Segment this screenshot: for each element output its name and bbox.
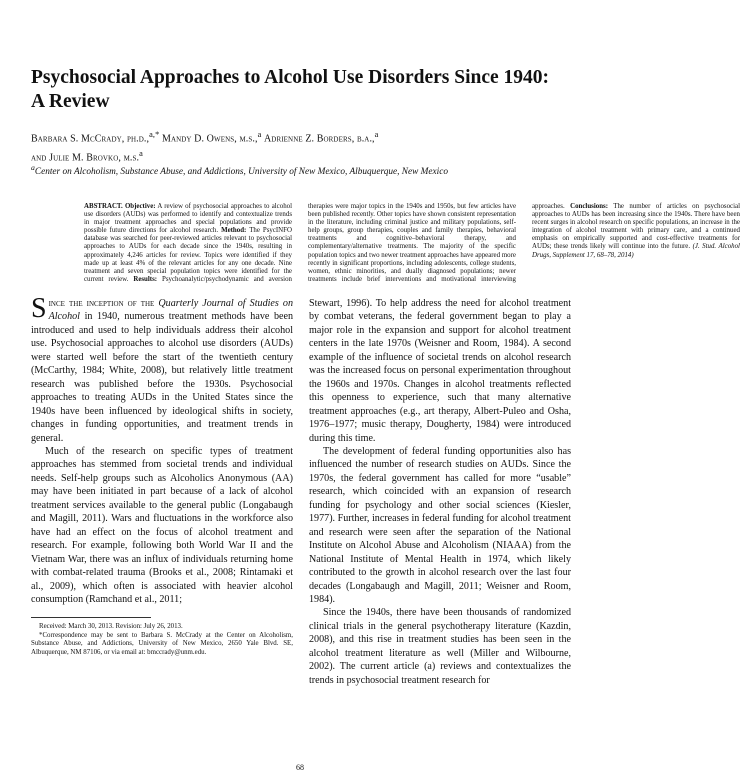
body-paragraph: [31, 293, 293, 445]
footnotes: [31, 623, 293, 658]
author-list: [31, 127, 571, 166]
drop-cap: S: [31, 293, 47, 324]
abstract-objective: A review of psychosocial approaches to alcohol use disorders (AUDs) was performed to identify and contextualize trends in major treatment approaches and special populations and provide possible future directions for alcohol research.: [84, 203, 292, 235]
opening-small-caps: ince the inception of the: [48, 298, 155, 309]
abstract-label-conclusions: Conclusions:: [570, 203, 609, 210]
abstract: [84, 203, 740, 289]
article-title: Psychosocial Approaches to Alcohol Use Disorders Since 1940: A Review: [31, 67, 550, 112]
author-degree: b.a.,: [356, 133, 375, 145]
author-superscript: a: [257, 130, 262, 139]
body-paragraph: The development of federal funding opportunities also has influenced the number of research studies on AUDs. Since the 1970s, the federal government has called for more “usable” research, which coincided with an expansion of research funding for psychology and other social sciences (Kiesler, 1977). Further, increases in federal funding for alcohol treatment and research were seen after the separation of the National Institute on Alcohol Abuse and Alcoholism (NIAAA) from the National Institute of Mental Health in 1974, which likely contributed to the growth in alcohol research over the last four decades (Longabaugh and Magill, 2011; Weisner and Room, 1984).: [309, 445, 571, 605]
abstract-conclusions: The number of articles on psychosocial approaches to AUDs has been increasing since the 1940s. There have been recent surges in alcohol research on specific populations, an increase in the integration of alcohol treatment with primary care, and a continued emphasis on empirically supported and cost-effective treatments for AUDs; these trends likely will continue into the future.: [532, 203, 740, 251]
footnote-correspondence: *Correspondence may be sent to Barbara S. McCrady at the Center on Alcoholism, Substance Abuse, and Addictions, University of New Mexico, 2650 Yale Blvd. SE, Albuquerque, NM 87106, or via email at: bmccrady@unm.edu.: [31, 631, 293, 657]
author-superscript: a: [374, 130, 379, 139]
abstract-results: Psychoanalytic/psychodynamic and aversion therapies were major topics in the 1940s and 1950s, but few articles have been published recently. Other topics have shown consistent representation in the literature, including criminal justice and military populations, self-help groups, group therapies, couples and family therapies, behavioral treatments and cognitive–behavioral therapy, and complementary/alternative treatments. The majority of the specific population topics and two newer treatment approaches have appeared more recently in significant proportions, including adolescents, college students, women, ethnic minorities, and dually diagnosed populations; newer treatments include brief interventions and motivational interviewing approaches.: [161, 203, 565, 283]
abstract-label-method: Method:: [221, 227, 247, 235]
author-degree: m.s.: [123, 152, 140, 164]
author-name: Julie M. Brovko,: [49, 152, 121, 164]
author-superscript: a,*: [149, 130, 160, 139]
body-column-right: [309, 297, 571, 747]
body-column-left: [31, 293, 293, 605]
abstract-method: The PsycINFO database was searched for peer-reviewed articles relevant to psychosocial approaches to AUDs for each decade since the 1940s, resulting in approximately 4,246 articles for review. Topics were identified if they made up at least 4% of the relevant articles for any one decade. Nine treatment and seven special population topics were identified for the current review.: [84, 227, 292, 283]
author-degree: ph.d.,: [126, 133, 150, 145]
author-name: Adrienne Z. Borders,: [263, 133, 355, 145]
affiliation-text: Center on Alcoholism, Substance Abuse, and Addictions, University of New Mexico, Albuquerque, New Mexico: [34, 167, 449, 178]
paragraph-text: in 1940, numerous treatment methods have been introduced and used to help individuals address their alcohol use. Psychosocial approaches to alcohol use disorders (AUDs) were started well before the start of the twentieth century (McCarthy, 1984; White, 2008), but relatively little treatment research was published before the 1930s. Psychosocial approaches to treating AUDs in the United States since the 1940s have been influenced by ideological shifts in society, changes in funding opportunities, and treatment trends in general.: [31, 311, 293, 444]
affiliation: [31, 162, 571, 178]
author-name: Barbara S. McCrady,: [31, 133, 125, 145]
footnote-received: Received: March 30, 2013. Revision: July 26, 2013.: [39, 623, 183, 630]
author-name: Mandy D. Owens,: [161, 133, 237, 145]
body-paragraph: Much of the research on specific types of treatment approaches has stemmed from societal trends and individual needs. Self-help groups such as Alcoholics Anonymous (AA) may have been initiated in part because of a lack of alcohol treatment services available to the general public (Longabaugh and Magill, 2011). Wars and fluctuations in the workforce also have had an effect on the focus of alcohol treatment and research. For example, following both World War II and the Vietnam War, there was an influx of individuals returning home with combat-related trauma (Brooks et al., 2008; Rintamaki et al., 2009), which often is associated with heavier alcohol consumption (Ramchand et al., 2011;: [31, 445, 293, 605]
journal-name: Quarterly Journal of Studies on Alcohol: [48, 298, 293, 323]
footnote-divider: [31, 617, 151, 618]
abstract-label-objective: ABSTRACT. Objective:: [84, 203, 156, 210]
author-conjunction: and: [31, 152, 47, 164]
author-superscript: a: [139, 149, 143, 159]
affiliation-superscript: a: [31, 163, 35, 172]
body-paragraph: Stewart, 1996). To help address the need for alcohol treatment by combat veterans, the federal government began to play a major role in the expansion and support for alcohol treatment centers in the late 1970s (Weisner and Room, 1984). A second example of the influence of societal trends on alcohol research was the increased focus on personal experimentation throughout the 1960s and 1970s. Changes in alcohol treatments reflected this openness to experience, such that many alternative treatment approaches (e.g., art therapy, Albert-Puleo and Osha, 1976–1977; music therapy, Dougherty, 1984) were introduced during this time.: [309, 298, 571, 444]
abstract-citation: (J. Stud. Alcohol Drugs, Supplement 17, 68–78, 2014): [532, 243, 740, 259]
author-degree: m.s.,: [239, 133, 258, 145]
body-paragraph: Since the 1940s, there have been thousands of randomized clinical trials in the general psychotherapy literature (Kazdin, 2008), and this rise in treatment studies has been seen in the alcohol treatment literature as well (Miller and Wilbourne, 2002). The current article (a) reviews and contextualizes the trends in psychosocial treatment research for: [309, 607, 571, 686]
abstract-label-results: Results:: [133, 275, 158, 283]
page-number: 68: [296, 763, 304, 772]
